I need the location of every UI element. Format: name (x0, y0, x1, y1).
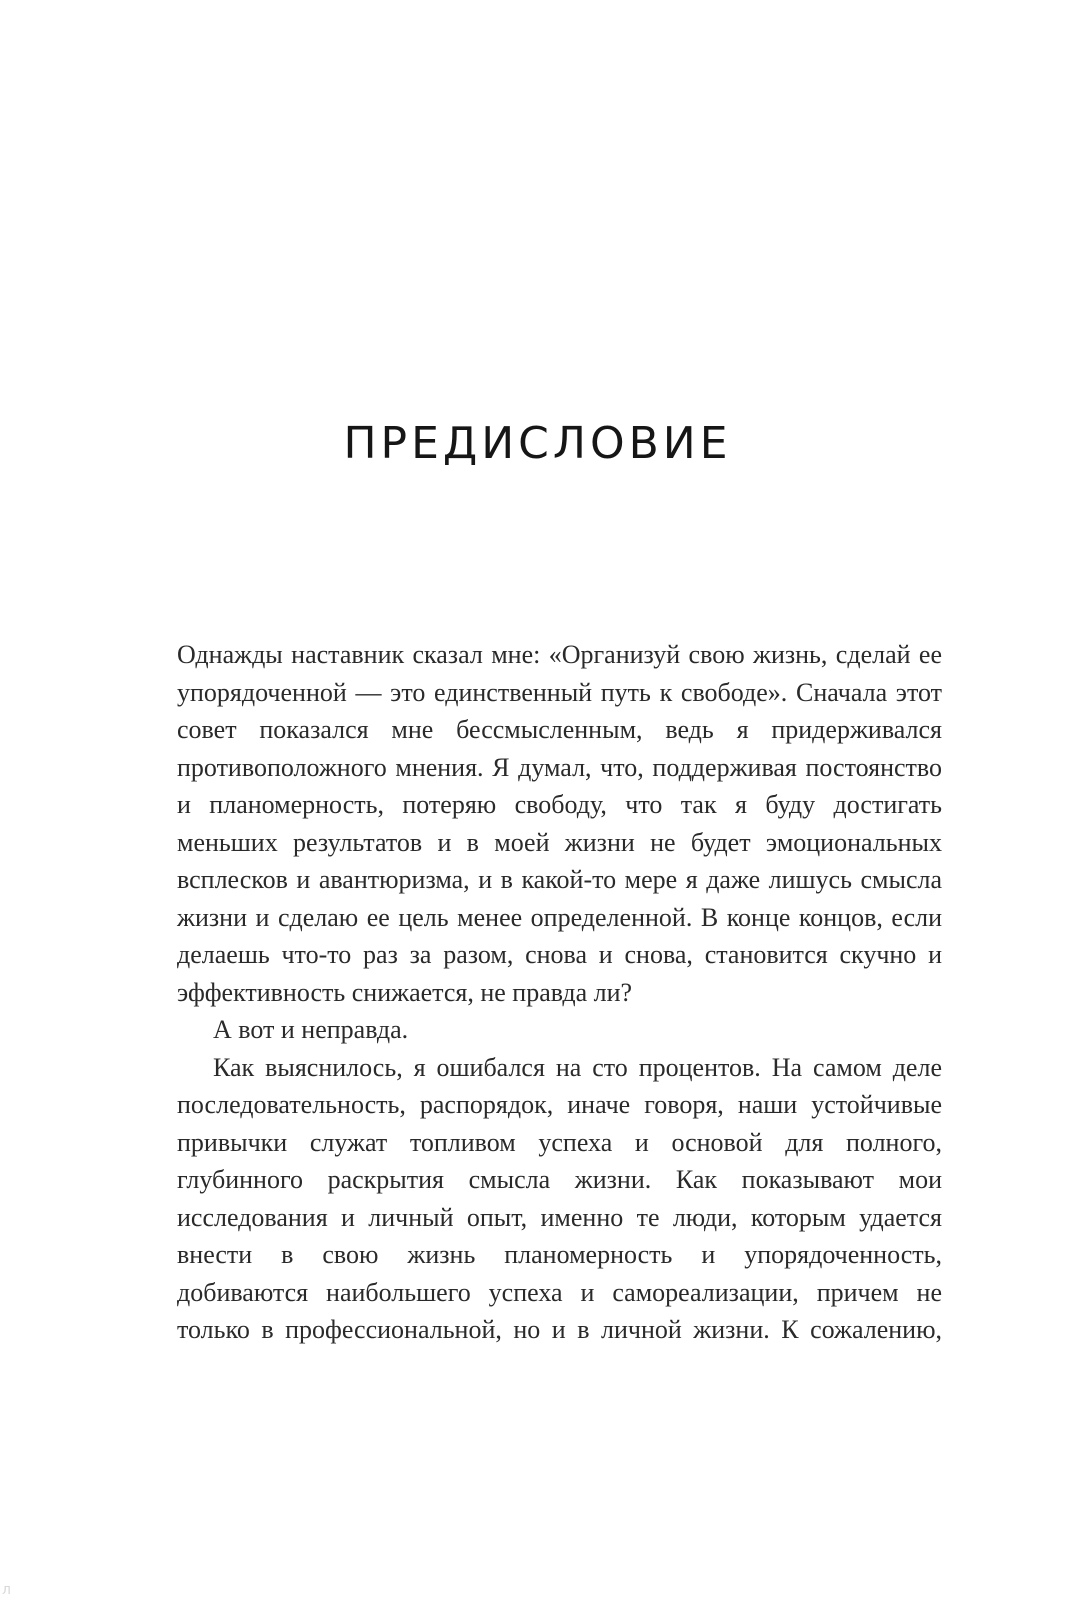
chapter-title: ПРЕДИСЛОВИЕ (343, 418, 732, 469)
chapter-body (177, 636, 942, 1349)
paragraph-2: А вот и неправда. (213, 1015, 409, 1044)
page-corner-mark: л (2, 1582, 11, 1598)
paragraph-3: Как выяснилось, я ошибался на сто процентов. На самом деле последовательность, распорядок, иначе говоря, наши устойчивые привычки служат топливом успеха и основой для полного, глубинного раскрытия смысла жизни. Как показывают мои исследования и личный опыт, именно те люди, которым удается внести в свою жизнь планомерность и упорядоченность, добиваются наибольшего успеха и самореализации, причем не только в профессиональной, но и в личной жизни. К сожалению, (177, 1052, 942, 1344)
paragraph-1: Однажды наставник сказал мне: «Организуй свою жизнь, сделай ее упорядоченной — это единственный путь к свободе». Сначала этот совет показался мне бессмысленным, ведь я придерживался противоположного мнения. Я думал, что, поддерживая постоянство и планомерность, потеряю свободу, что так я буду достигать меньших результатов и в моей жизни не будет эмоциональных всплесков и авантюризма, и в какой-то мере я даже лишусь смысла жизни и сделаю ее цель менее определенной. В конце концов, если делаешь что-то раз за разом, снова и снова, становится скучно и эффективность снижается, не правда ли? (177, 640, 942, 1007)
